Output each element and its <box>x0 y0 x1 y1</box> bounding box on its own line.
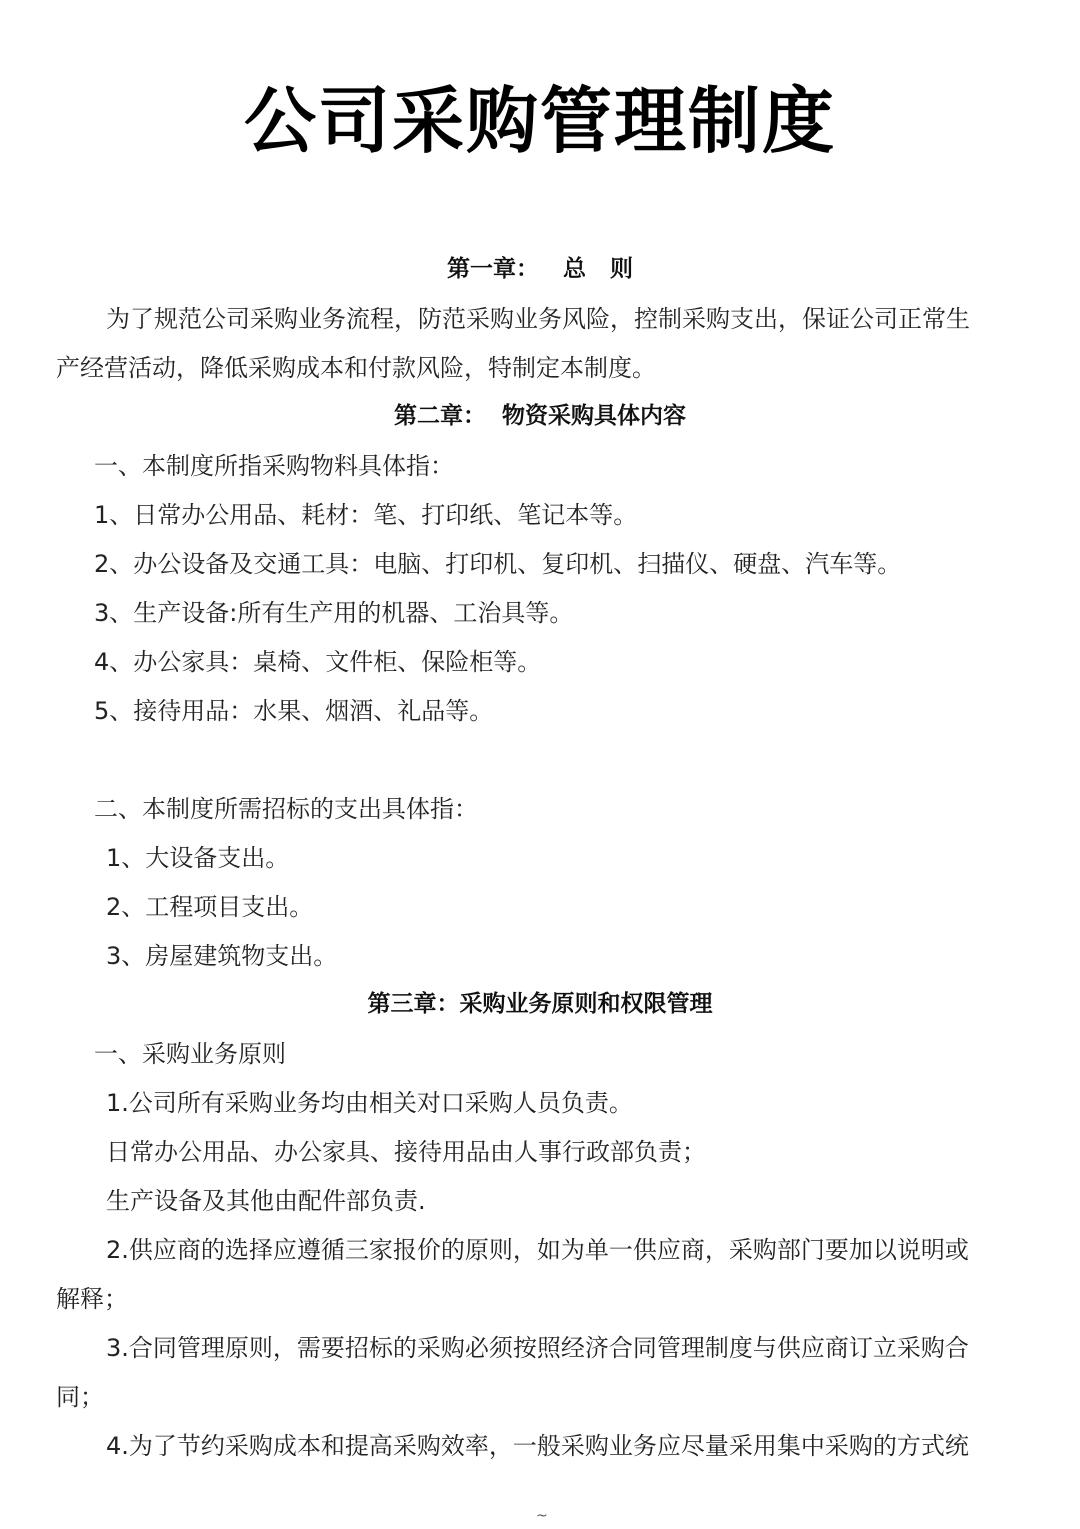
chapter-1-paragraph-line-1: 为了规范公司采购业务流程，防范采购业务风险，控制采购支出，保证公司正常生 <box>106 305 970 333</box>
chapter-1-paragraph-line-2: 产经营活动，降低采购成本和付款风险，特制定本制度。 <box>56 354 656 382</box>
list-item: 3、生产设备:所有生产用的机器、工治具等。 <box>94 599 574 627</box>
paragraph-line: 4.为了节约采购成本和提高采购效率，一般采购业务应尽量采用集中采购的方式统 <box>106 1432 969 1460</box>
list-item: 2、工程项目支出。 <box>106 893 314 921</box>
document-title: 公司采购管理制度 <box>243 79 836 163</box>
page-footer-mark: ~ <box>536 1508 548 1524</box>
list-item: 3、房屋建筑物支出。 <box>106 942 338 970</box>
paragraph-line: 日常办公用品、办公家具、接待用品由人事行政部负责； <box>106 1138 706 1166</box>
list-item: 1、大设备支出。 <box>106 844 290 872</box>
list-item: 1、日常办公用品、耗材：笔、打印纸、笔记本等。 <box>94 501 638 529</box>
paragraph-line: 3.合同管理原则，需要招标的采购必须按照经济合同管理制度与供应商订立采购合 <box>106 1334 969 1362</box>
chapter-3-section-1-heading: 一、采购业务原则 <box>94 1040 286 1068</box>
paragraph-line: 2.供应商的选择应遵循三家报价的原则，如为单一供应商，采购部门要加以说明或 <box>106 1236 969 1264</box>
chapter-2-section-1-heading: 一、本制度所指采购物料具体指： <box>94 452 454 480</box>
chapter-2-section-2-heading: 二、本制度所需招标的支出具体指： <box>94 795 478 823</box>
list-item: 4、办公家具：桌椅、文件柜、保险柜等。 <box>94 648 542 676</box>
paragraph-line: 1.公司所有采购业务均由相关对口采购人员负责。 <box>106 1089 633 1117</box>
paragraph-line: 生产设备及其他由配件部负责. <box>106 1187 426 1215</box>
list-item: 2、办公设备及交通工具：电脑、打印机、复印机、扫描仪、硬盘、汽车等。 <box>94 550 902 578</box>
chapter-1-heading: 第一章： 总 则 <box>446 256 634 282</box>
paragraph-line: 同； <box>56 1383 104 1411</box>
list-item: 5、接待用品：水果、烟酒、礼品等。 <box>94 697 494 725</box>
chapter-2-heading: 第二章： 物资采购具体内容 <box>393 403 686 429</box>
paragraph-line: 解释； <box>56 1285 128 1313</box>
chapter-3-heading: 第三章：采购业务原则和权限管理 <box>367 991 713 1017</box>
